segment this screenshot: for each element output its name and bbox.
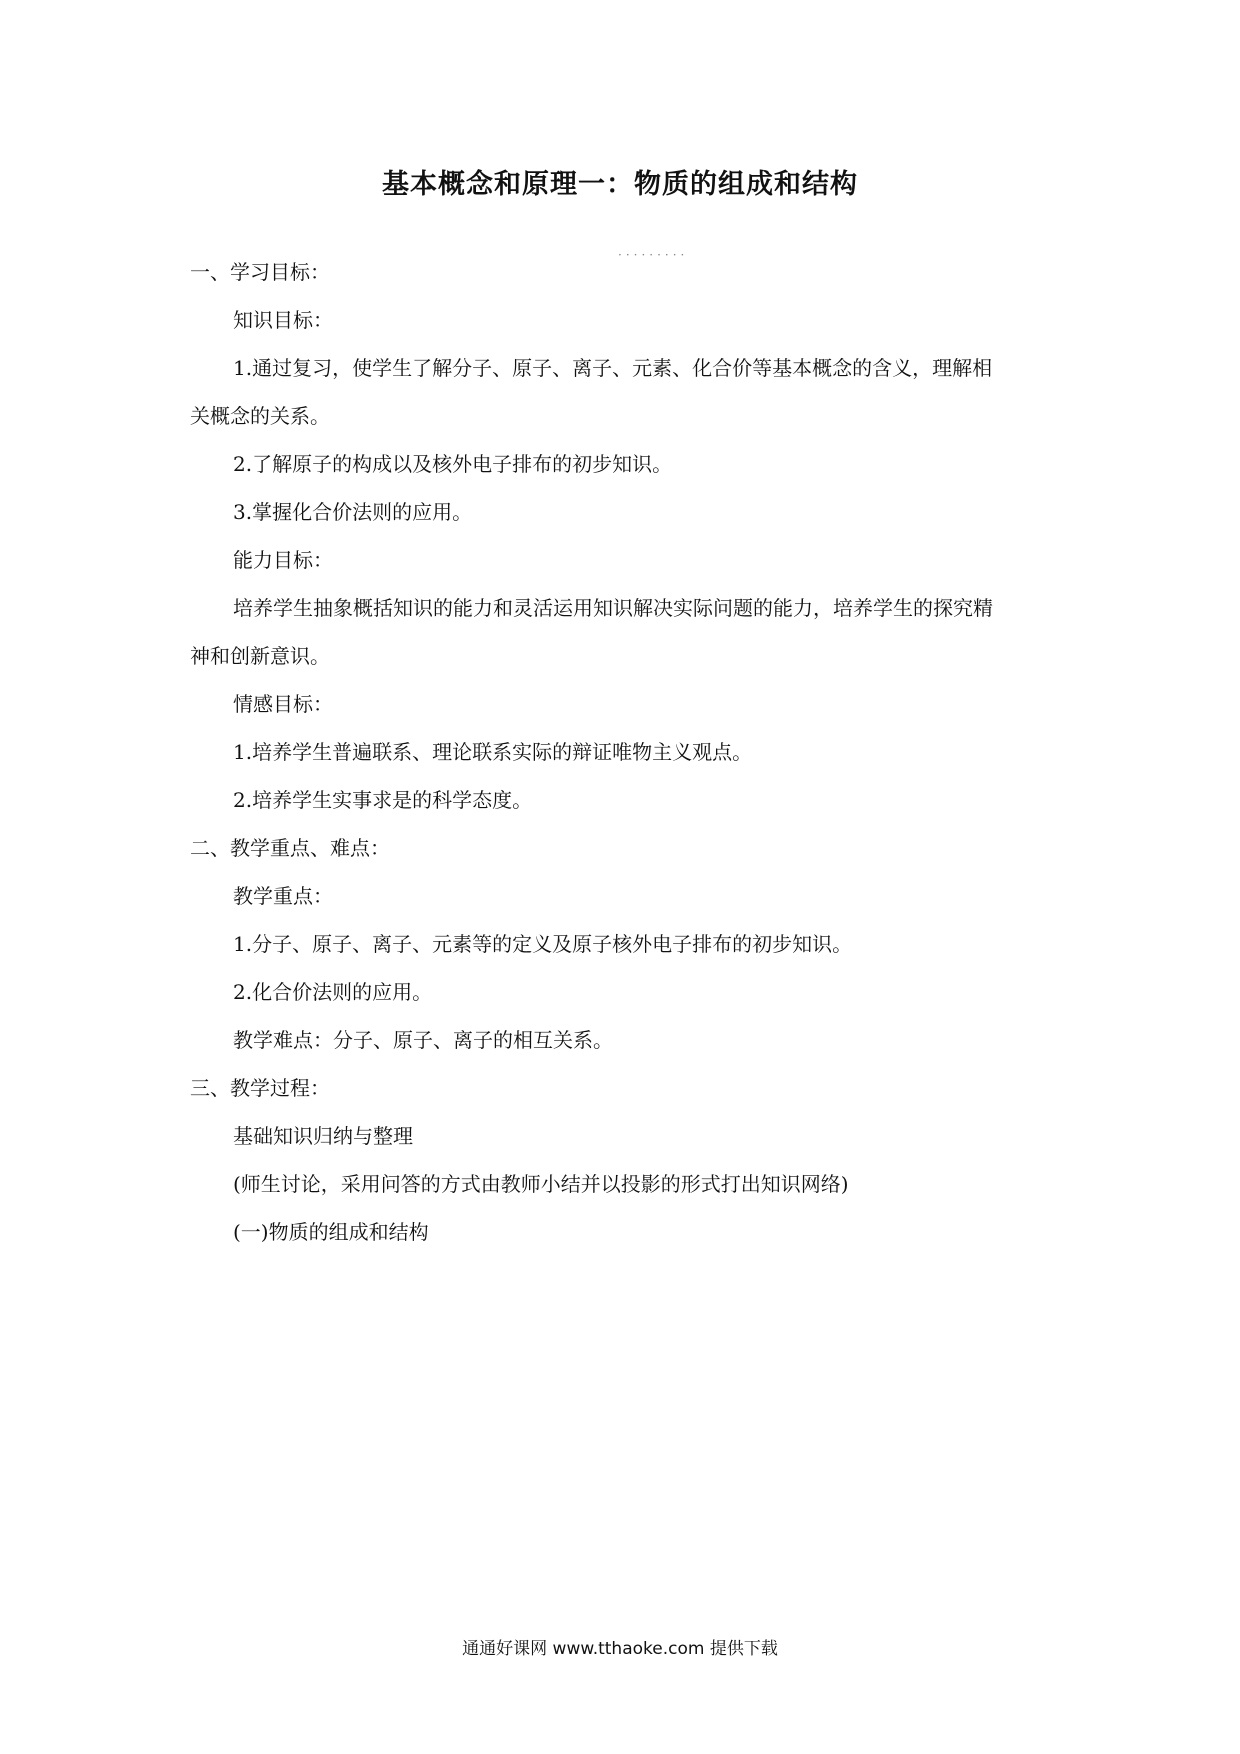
subheading-knowledge-goals: 知识目标：: [233, 308, 333, 332]
paragraph-line: (一)物质的组成和结构: [233, 1220, 429, 1244]
paragraph-line: 1.培养学生普遍联系、理论联系实际的辩证唯物主义观点。: [233, 740, 753, 764]
document-title: 基本概念和原理一：物质的组成和结构: [382, 169, 858, 200]
paragraph-line: 基础知识归纳与整理: [233, 1124, 413, 1148]
subheading-teaching-focus: 教学重点：: [233, 884, 333, 908]
paragraph-line: 关概念的关系。: [190, 404, 330, 428]
section-heading-process: 三、教学过程：: [190, 1076, 330, 1100]
paragraph-line: 神和创新意识。: [190, 644, 330, 668]
paragraph-line: 2.培养学生实事求是的科学态度。: [233, 788, 533, 812]
paragraph-line: 教学难点：分子、原子、离子的相互关系。: [233, 1028, 613, 1052]
subheading-ability-goals: 能力目标：: [233, 548, 333, 572]
section-heading-key-points: 二、教学重点、难点：: [190, 836, 390, 860]
paragraph-line: (师生讨论，采用问答的方式由教师小结并以投影的形式打出知识网络): [233, 1172, 849, 1196]
paragraph-line: 培养学生抽象概括知识的能力和灵活运用知识解决实际问题的能力，培养学生的探究精: [233, 596, 993, 620]
paragraph-line: 1.通过复习，使学生了解分子、原子、离子、元素、化合价等基本概念的含义，理解相: [233, 356, 993, 380]
paragraph-line: 1.分子、原子、离子、元素等的定义及原子核外电子排布的初步知识。: [233, 932, 853, 956]
paragraph-line: 3.掌握化合价法则的应用。: [233, 500, 473, 524]
section-heading-goals: 一、学习目标：: [190, 260, 330, 284]
paragraph-line: 2.化合价法则的应用。: [233, 980, 433, 1004]
separator-dots: ·········: [618, 248, 689, 262]
page-footer: 通通好课网 www.tthaoke.com 提供下载: [462, 1639, 778, 1659]
paragraph-line: 2.了解原子的构成以及核外电子排布的初步知识。: [233, 452, 673, 476]
subheading-emotion-goals: 情感目标：: [233, 692, 333, 716]
